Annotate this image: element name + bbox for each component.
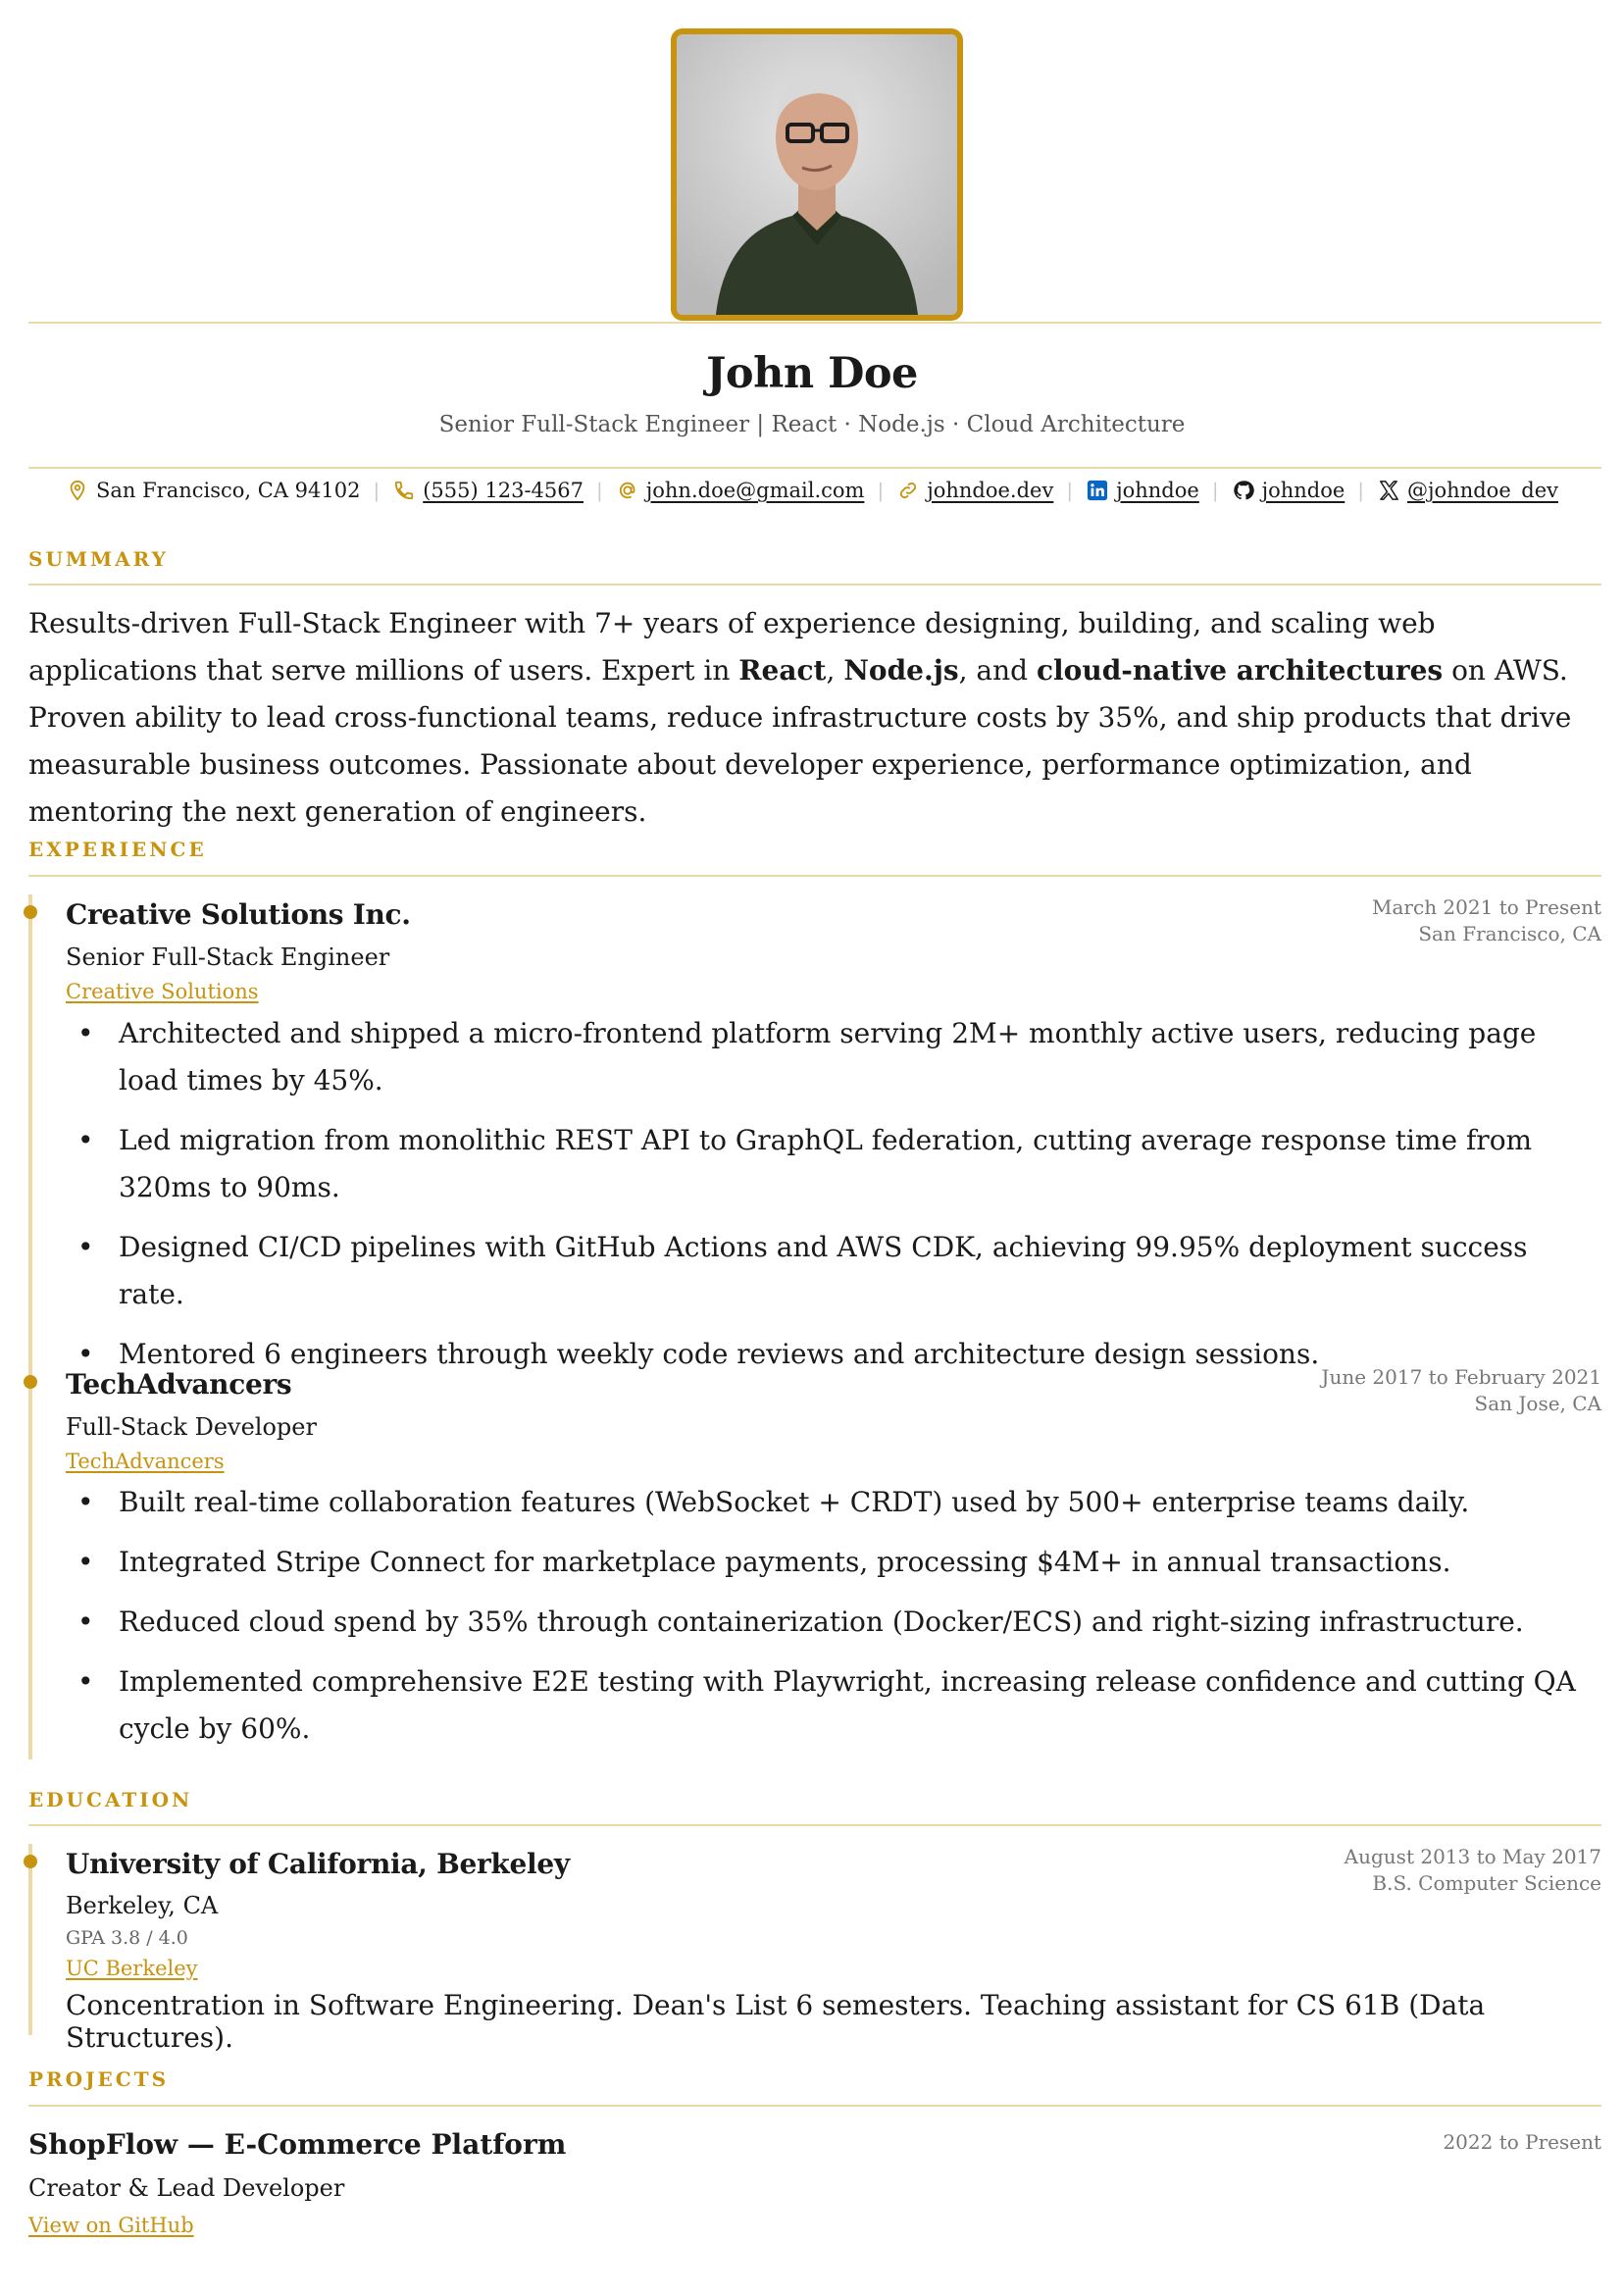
contact-github[interactable] <box>1232 479 1345 502</box>
list-item: • Integrated Stripe Connect for marketplace payments, processing $4M+ in annual transactions. <box>66 1539 1601 1586</box>
education-note: Concentration in Software Engineering. Dean's List 6 semesters. Teaching assistant for CS 61B (Data Structures). <box>66 1989 1486 2054</box>
header-divider-bottom <box>28 467 1601 469</box>
map-pin-icon <box>66 479 89 502</box>
section-divider <box>28 2105 1601 2107</box>
contact-linkedin[interactable] <box>1086 479 1199 502</box>
list-item: • Built real-time collaboration features (WebSocket + CRDT) used by 500+ enterprise teams daily. <box>66 1479 1601 1526</box>
job-company-link[interactable]: Creative Solutions <box>66 980 259 1003</box>
list-item: • Designed CI/CD pipelines with GitHub Actions and AWS CDK, achieving 99.95% deployment success rate. <box>66 1224 1601 1318</box>
header-divider-top <box>28 322 1601 324</box>
section-divider <box>28 1824 1601 1826</box>
separator: | <box>1357 479 1365 502</box>
summary-bold: React <box>738 654 827 687</box>
list-item: • Mentored 6 engineers through weekly code reviews and architecture design sessions. <box>66 1331 1601 1378</box>
at-sign-icon <box>616 479 639 502</box>
separator: | <box>596 479 603 502</box>
job-location: San Francisco, CA <box>1418 922 1601 945</box>
school-name: University of California, Berkeley <box>66 1848 570 1880</box>
summary-text <box>28 600 1601 836</box>
contact-x[interactable] <box>1377 479 1558 502</box>
job-dates: March 2021 to Present <box>1372 895 1601 919</box>
linkedin-link[interactable]: johndoe <box>1116 479 1199 502</box>
job-company-link[interactable]: TechAdvancers <box>66 1450 225 1473</box>
job-role: Senior Full-Stack Engineer <box>66 943 390 971</box>
x-link[interactable]: @johndoe_dev <box>1407 479 1558 502</box>
list-item: • Architected and shipped a micro-frontend platform serving 2M+ monthly active users, reducing page load times by 45%. <box>66 1010 1601 1104</box>
section-divider <box>28 875 1601 877</box>
school-link[interactable]: UC Berkeley <box>66 1957 198 1980</box>
profile-photo <box>671 28 963 321</box>
project-title: ShopFlow — E-Commerce Platform <box>28 2128 567 2161</box>
summary-part: , and <box>958 654 1037 687</box>
separator: | <box>877 479 885 502</box>
phone-icon <box>392 479 416 502</box>
project-dates: 2022 to Present <box>1443 2130 1601 2154</box>
separator: | <box>1066 479 1074 502</box>
education-degree: B.S. Computer Science <box>1372 1871 1601 1895</box>
linkedin-icon <box>1086 479 1109 502</box>
school-location: Berkeley, CA <box>66 1892 219 1919</box>
separator: | <box>373 479 381 502</box>
x-twitter-icon <box>1377 479 1400 502</box>
contact-email[interactable] <box>616 479 865 502</box>
github-icon <box>1232 479 1255 502</box>
list-item: • Led migration from monolithic REST API to GraphQL federation, cutting average response time from 320ms to 90ms. <box>66 1117 1601 1211</box>
section-title-summary: SUMMARY <box>28 547 169 571</box>
email-link[interactable]: john.doe@gmail.com <box>645 479 865 502</box>
section-divider <box>28 584 1601 586</box>
timeline-dot <box>24 1375 37 1389</box>
candidate-name: John Doe <box>706 349 918 398</box>
job-location: San Jose, CA <box>1474 1392 1601 1415</box>
contact-bar <box>0 479 1624 502</box>
job-bullets <box>66 1010 1601 1391</box>
education-timeline <box>28 1844 32 2035</box>
section-title-projects: PROJECTS <box>28 2067 170 2091</box>
timeline-dot <box>24 905 37 919</box>
job-dates: June 2017 to February 2021 <box>1321 1365 1601 1389</box>
experience-timeline <box>28 894 32 1759</box>
job-company: Creative Solutions Inc. <box>66 898 411 931</box>
contact-website[interactable] <box>896 479 1053 502</box>
summary-part: Results-driven Full-Stack Engineer with 7+ years of experience designing, building, and scaling web applications that serve millions of users. Expert in <box>28 607 1436 687</box>
job-role: Full-Stack Developer <box>66 1413 317 1441</box>
summary-bold: Node.js <box>843 654 959 687</box>
separator: | <box>1211 479 1219 502</box>
education-dates: August 2013 to May 2017 <box>1344 1845 1601 1868</box>
github-link[interactable]: johndoe <box>1261 479 1345 502</box>
location-text: San Francisco, CA 94102 <box>96 479 361 502</box>
timeline-dot <box>24 1855 37 1868</box>
contact-location <box>66 479 360 502</box>
link-icon <box>896 479 920 502</box>
phone-link[interactable]: (555) 123-4567 <box>423 479 584 502</box>
list-item: • Reduced cloud spend by 35% through containerization (Docker/ECS) and right-sizing infrastructure. <box>66 1599 1601 1646</box>
section-title-experience: EXPERIENCE <box>28 838 207 861</box>
project-github-link[interactable]: View on GitHub <box>28 2214 194 2237</box>
summary-bold: cloud-native architectures <box>1036 654 1444 687</box>
portrait-image <box>677 34 957 315</box>
project-role: Creator & Lead Developer <box>28 2174 345 2202</box>
summary-part: , <box>826 654 844 687</box>
section-title-education: EDUCATION <box>28 1788 193 1811</box>
list-item: • Implemented comprehensive E2E testing with Playwright, increasing release confidence and cutting QA cycle by 60%. <box>66 1658 1601 1753</box>
school-gpa: GPA 3.8 / 4.0 <box>66 1927 188 1949</box>
job-company: TechAdvancers <box>66 1368 292 1401</box>
candidate-tagline: Senior Full-Stack Engineer | React · Node.js · Cloud Architecture <box>438 412 1186 437</box>
contact-phone[interactable] <box>392 479 584 502</box>
summary-part: on AWS. Proven ability to lead cross-functional teams, reduce infrastructure costs by 35%, and ship products that drive measurable business outcomes. Passionate about developer experience, performance optimization, and mentoring the next generation of engineers. <box>28 654 1572 828</box>
website-link[interactable]: johndoe.dev <box>927 479 1054 502</box>
job-bullets <box>66 1479 1601 1765</box>
